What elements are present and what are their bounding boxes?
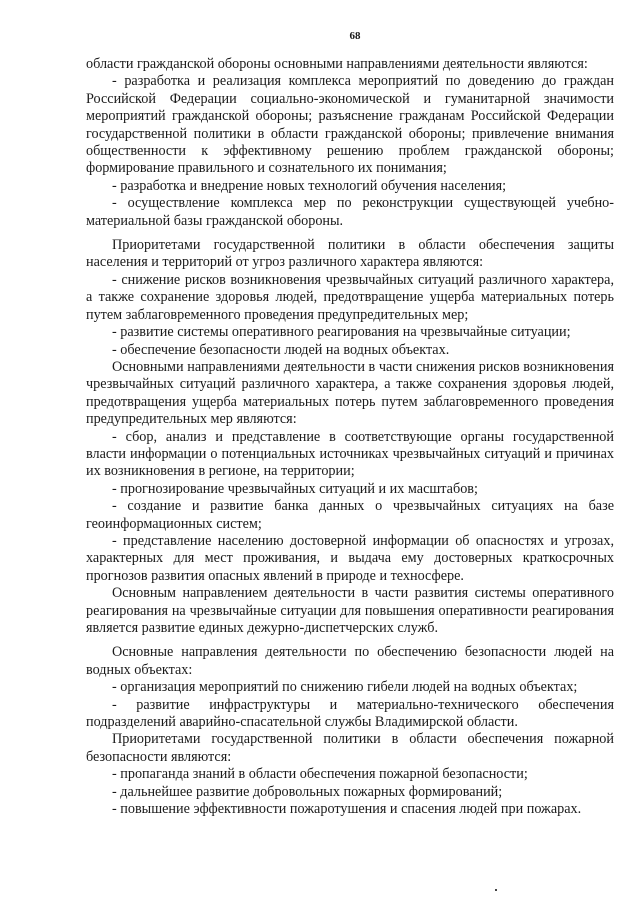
- paragraph: Приоритетами государственной политики в области обеспечения пожарной безопасности являются:: [86, 731, 614, 765]
- list-item: - развитие системы оперативного реагирования на чрезвычайные ситуации;: [112, 324, 571, 341]
- list-item: - разработка и внедрение новых технологий обучения населения;: [112, 177, 507, 194]
- list-item: - дальнейшее развитие добровольных пожарных формирований;: [112, 783, 503, 800]
- paragraph: Основные направления деятельности по обеспечению безопасности людей на водных объектах:: [86, 644, 614, 678]
- list-item: - обеспечение безопасности людей на водных объектах.: [112, 341, 450, 358]
- document-body: [86, 56, 614, 818]
- list-item: - развитие инфраструктуры и материально-технического обеспечения подразделений аварийно-спасательной службы Владимирской области.: [86, 696, 614, 731]
- list-item: - пропаганда знаний в области обеспечения пожарной безопасности;: [112, 766, 528, 783]
- list-item: - представление населению достоверной информации об опасностях и угрозах, характерных для мест проживания, и выдача ему достоверных краткосрочных прогнозов развития опасных явлений в природе и техносфере.: [86, 532, 614, 584]
- list-item: - создание и развитие банка данных о чрезвычайных ситуациях на базе геоинформационных систем;: [86, 498, 614, 532]
- page-number: 68: [349, 30, 361, 42]
- paragraph: Приоритетами государственной политики в области обеспечения защиты населения и территорий от угроз различного характера являются:: [86, 237, 614, 271]
- paragraph: Основными направлениями деятельности в части снижения рисков возникновения чрезвычайных ситуаций различного характера, а также сохранения здоровья людей, предотвращения ущерба материальных потерь путем заблаговременного проведения предупредительных мер являются:: [86, 358, 614, 428]
- scan-speck: [495, 889, 497, 891]
- list-item: - прогнозирование чрезвычайных ситуаций и их масштабов;: [112, 480, 478, 497]
- list-item: - сбор, анализ и представление в соответствующие органы государственной власти информации о потенциальных источниках чрезвычайных ситуаций и причинах их возникновения в регионе, на территории;: [86, 428, 614, 480]
- list-item: - снижение рисков возникновения чрезвычайных ситуаций различного характера, а также сохранение здоровья людей, предотвращение ущерба материальных потерь путем заблаговременного проведения предупредительных мер;: [86, 271, 614, 323]
- list-item: - организация мероприятий по снижению гибели людей на водных объектах;: [112, 679, 578, 696]
- paragraph: Основным направлением деятельности в части развития системы оперативного реагирования на чрезвычайные ситуации для повышения оперативности реагирования является развитие единых дежурно-диспетчерских служб.: [86, 585, 614, 636]
- paragraph: области гражданской обороны основными направлениями деятельности являются:: [86, 56, 588, 72]
- list-item: - повышение эффективности пожаротушения и спасения людей при пожарах.: [112, 801, 582, 818]
- list-item: - осуществление комплекса мер по реконструкции существующей учебно-материальной базы гражданской обороны.: [86, 195, 614, 229]
- list-item: - разработка и реализация комплекса мероприятий по доведению до граждан Российской Федерации социально-экономической и гуманитарной значимости мероприятий гражданской обороны; разъяснение гражданам Российской Федерации государственной политики в области гражданской обороны; привлечение внимания общественности к эффективному решению проблем гражданской обороны; формирование правильного и сознательного их понимания;: [86, 73, 614, 177]
